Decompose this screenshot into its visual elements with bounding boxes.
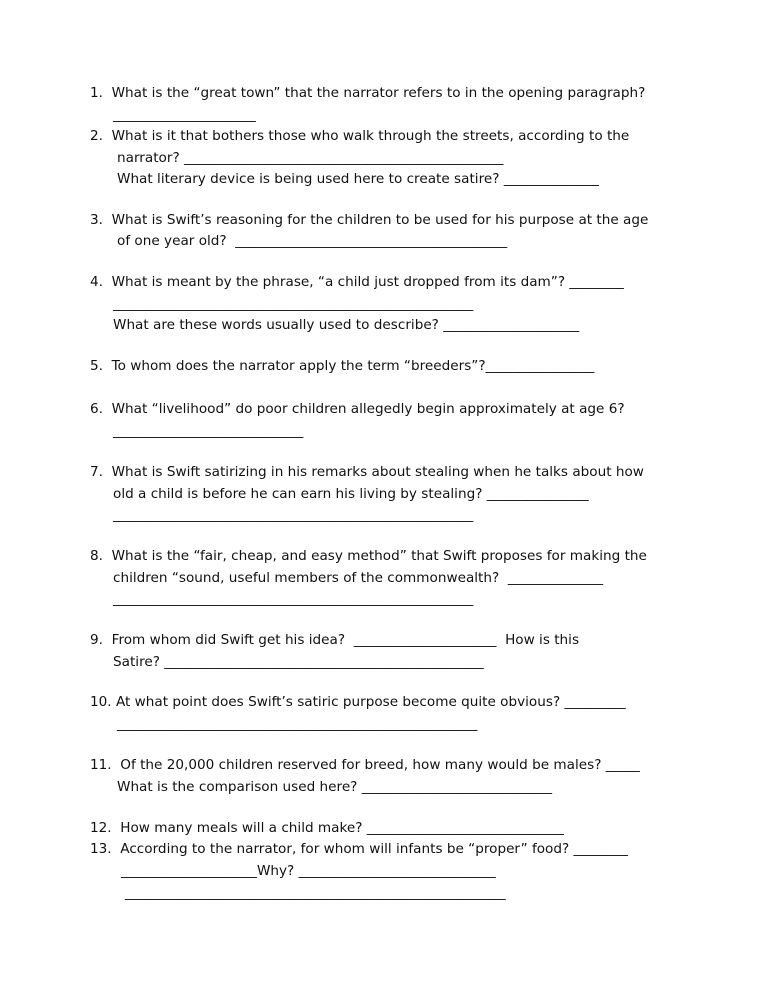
question-3-text-cont: of one year old? ________________________________________	[117, 233, 508, 249]
question-10-text: 10. At what point does Swift’s satiric purpose become quite obvious? _________	[90, 694, 626, 710]
question-9-text-cont: Satire? _______________________________________________	[113, 654, 484, 670]
question-11-subquestion: What is the comparison used here? ____________________________	[117, 779, 553, 795]
question-4-subquestion: What are these words usually used to describe? ____________________	[113, 317, 580, 333]
question-7-text-cont: old a child is before he can earn his living by stealing? _______________	[113, 486, 589, 502]
question-1-text: 1. What is the “great town” that the narrator refers to in the opening paragraph?	[90, 85, 646, 101]
question-9-text: 9. From whom did Swift get his idea? _____________________ How is this	[90, 632, 580, 648]
question-3-text: 3. What is Swift’s reasoning for the children to be used for his purpose at the age	[90, 212, 649, 228]
answer-blank: _____________________________________________________	[117, 716, 478, 732]
question-7-text: 7. What is Swift satirizing in his remarks about stealing when he talks about how	[90, 464, 644, 480]
question-4-text: 4. What is meant by the phrase, “a child just dropped from its dam”? ________	[90, 274, 624, 290]
answer-blank: _____________________________________________________	[113, 591, 474, 607]
question-8-text: 8. What is the “fair, cheap, and easy method” that Swift proposes for making the	[90, 548, 647, 564]
question-11-text: 11. Of the 20,000 children reserved for breed, how many would be males? _____	[90, 757, 640, 773]
question-6-text: 6. What “livelihood” do poor children allegedly begin approximately at age 6?	[90, 401, 625, 417]
question-5-text: 5. To whom does the narrator apply the term “breeders”?________________	[90, 358, 595, 374]
question-2-text: 2. What is it that bothers those who walk through the streets, according to the	[90, 128, 630, 144]
answer-blank: _____________________	[113, 107, 256, 123]
answer-blank: ____________________________	[113, 423, 304, 439]
question-12-text: 12. How many meals will a child make? _____________________________	[90, 820, 564, 836]
question-2-text-cont: narrator? _______________________________________________	[117, 150, 504, 166]
answer-blank: _____________________________________________________	[113, 507, 474, 523]
question-8-text-cont: children “sound, useful members of the commonwealth? ______________	[113, 570, 604, 586]
question-13-text: 13. According to the narrator, for whom will infants be “proper” food? ________	[90, 841, 628, 857]
answer-blank: ________________________________________________________	[125, 885, 506, 901]
question-2-subquestion: What literary device is being used here to create satire? ______________	[117, 171, 599, 187]
question-13-text-cont: ____________________Why? _____________________________	[121, 863, 496, 879]
answer-blank: _____________________________________________________	[113, 296, 474, 312]
